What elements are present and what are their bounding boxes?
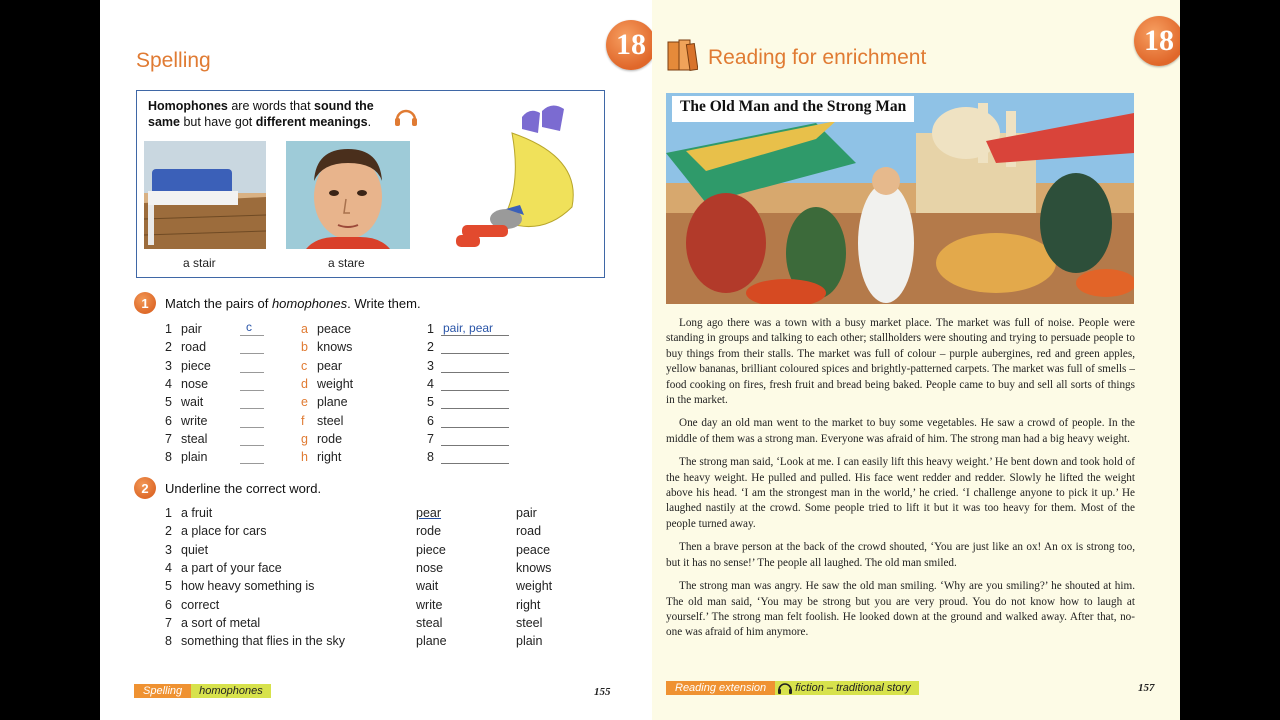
item-number: 6 (165, 597, 172, 612)
caption-stair: a stair (183, 256, 216, 270)
line-number: 7 (427, 431, 434, 446)
left-page (100, 0, 652, 720)
option-letter: d (301, 376, 308, 391)
option-letter: c (301, 358, 308, 373)
footer-tag-genre (775, 681, 919, 695)
word-option-b[interactable]: road (516, 524, 542, 539)
item-number: 5 (165, 395, 172, 410)
answer-line[interactable] (441, 340, 509, 354)
exercise-1-heading (134, 292, 421, 314)
word-option-a[interactable]: piece (416, 542, 446, 557)
left-word: nose (181, 376, 209, 391)
word-option-b[interactable]: peace (516, 542, 551, 557)
line-number: 5 (427, 395, 434, 410)
word-option-b[interactable]: weight (516, 579, 553, 594)
answer-blank[interactable] (240, 322, 264, 336)
page-number: 155 (594, 686, 611, 698)
left-word: road (181, 340, 207, 355)
chapter-badge: 18 (606, 20, 652, 70)
story-text (666, 316, 1135, 649)
item-number: 8 (165, 450, 172, 465)
answer-line[interactable] (441, 432, 509, 446)
item-number: 4 (165, 560, 172, 575)
right-page (652, 0, 1180, 720)
item-number: 7 (165, 431, 172, 446)
answer-line[interactable] (441, 377, 509, 391)
word-option-a[interactable]: steal (416, 615, 443, 630)
answer-line[interactable] (441, 395, 509, 409)
item-number: 1 (165, 322, 172, 336)
word-option-a[interactable]: wait (416, 579, 439, 594)
word-option-b[interactable]: pair (516, 506, 537, 520)
market-illustration (666, 93, 1134, 304)
right-word: knows (317, 340, 353, 355)
page-number: 157 (1138, 682, 1155, 694)
handwritten-answer: c (246, 320, 252, 334)
clue-text: a part of your face (181, 560, 282, 575)
word-option-b[interactable]: plain (516, 634, 543, 649)
page-footer-tags (666, 681, 919, 695)
line-number: 2 (427, 340, 434, 355)
word-option-b[interactable]: knows (516, 560, 552, 575)
left-word: write (181, 413, 208, 428)
answer-line[interactable] (441, 450, 509, 464)
story-paragraph: Long ago there was a town with a busy market place. The market was full of noise. People were standing in groups and talking to each other; stallholders were shouting and trying to persuade people to buy things from their stalls. The market was full of colour – purple aubergines, red and green apples, yellow bananas, brilliant coloured spices and brightly-patterned carpets. The market was full of smells – food cooking on fires, fresh fruit and bread being baked. People came to buy and sell all sorts of things in the market. (666, 317, 1135, 407)
line-number: 1 (427, 322, 434, 336)
right-word: right (317, 450, 342, 465)
left-word: plain (181, 450, 208, 465)
option-letter: f (301, 413, 305, 428)
right-word: rode (317, 431, 343, 446)
footer-tag-spelling: Spelling (134, 684, 191, 698)
item-number: 4 (165, 376, 172, 391)
clue-text: correct (181, 597, 220, 612)
footer-genre-text: fiction – traditional story (795, 682, 911, 694)
handwritten-answer: pair, pear (443, 321, 494, 335)
left-word: pair (181, 322, 202, 336)
clue-text: a fruit (181, 506, 213, 520)
item-number: 2 (165, 340, 172, 355)
right-word: steel (317, 413, 344, 428)
option-letter: e (301, 395, 308, 410)
answer-blank[interactable] (240, 432, 264, 446)
books-icon (666, 36, 698, 72)
stare-picture (286, 141, 410, 249)
clue-text: something that flies in the sky (181, 634, 345, 649)
stair-picture (144, 141, 266, 249)
answer-line[interactable] (441, 414, 509, 428)
exercise-number: 1 (134, 292, 156, 314)
line-number: 6 (427, 413, 434, 428)
answer-blank[interactable] (240, 414, 264, 428)
word-option-a[interactable]: pear (416, 506, 442, 520)
footer-tag-homophones: homophones (191, 684, 271, 698)
right-word: pear (317, 358, 343, 373)
caption-stare: a stare (328, 256, 365, 270)
headphones-icon (393, 105, 419, 129)
item-number: 1 (165, 506, 172, 520)
option-letter: b (301, 340, 308, 355)
answer-blank[interactable] (240, 377, 264, 391)
clue-text: how heavy something is (181, 579, 315, 594)
clue-text: quiet (181, 542, 209, 557)
line-number: 8 (427, 450, 434, 465)
option-letter: h (301, 450, 308, 465)
right-word: peace (317, 322, 352, 336)
answer-blank[interactable] (240, 340, 264, 354)
story-paragraph: One day an old man went to the market to buy some vegetables. He saw a crowd of people. In the middle of them was a strong man. Everyone was afraid of him. The strong man had a big heavy weight. (666, 417, 1135, 445)
word-option-a[interactable]: nose (416, 560, 444, 575)
answer-line[interactable] (441, 359, 509, 373)
exercise-number: 2 (134, 477, 156, 499)
line-number: 4 (427, 376, 434, 391)
left-word: wait (181, 395, 204, 410)
word-option-b[interactable]: right (516, 597, 541, 612)
option-letter: a (301, 322, 308, 336)
answer-blank[interactable] (240, 359, 264, 373)
clue-text: a place for cars (181, 524, 267, 539)
answer-blank[interactable] (240, 450, 264, 464)
word-option-a[interactable]: plane (416, 634, 447, 649)
word-option-a[interactable]: write (416, 597, 443, 612)
left-word: piece (181, 358, 211, 373)
word-option-a[interactable]: rode (416, 524, 442, 539)
item-number: 3 (165, 542, 172, 557)
story-paragraph: Then a brave person at the back of the crowd shouted, ‘You are just like an ox! An ox is strong too, but it has no sense!’ The people all laughed. The old man smiled. (666, 541, 1135, 569)
word-option-b[interactable]: steel (516, 615, 543, 630)
headphones-icon (777, 681, 793, 695)
clue-text: a sort of metal (181, 615, 261, 630)
exercise-1-instruction: Match the pairs of homophones. Write them. (165, 295, 421, 311)
page-title: Reading for enrichment (708, 46, 927, 69)
definition-text: Homophones are words that sound the same but have got different meanings. (148, 99, 374, 129)
story-paragraph: The strong man said, ‘Look at me. I can easily lift this heavy weight.’ He bent down and took hold of the heavy weight. He pulled and pulled. His face went redder and redder. Slowly he lifted the weight above his head. ‘I am the strongest man in the world,’ he cried. ‘I challenge anyone to pick it up.’ He laughed nastily at the crowd. Some people tried to lift it but it was too heavy for them. Most of the people turned away. (666, 456, 1135, 530)
story-title: The Old Man and the Strong Man (672, 96, 914, 122)
footer-tag-reading-extension: Reading extension (666, 681, 775, 695)
exercise-2-heading (134, 477, 321, 499)
item-number: 7 (165, 615, 172, 630)
left-word: steal (181, 431, 208, 446)
page-title: Spelling (136, 49, 211, 72)
item-number: 3 (165, 358, 172, 373)
answer-blank[interactable] (240, 395, 264, 409)
item-number: 6 (165, 413, 172, 428)
option-letter: g (301, 431, 308, 446)
market-scene-picture (666, 93, 1134, 304)
right-word: weight (317, 376, 354, 391)
page-footer-tags (134, 684, 271, 698)
story-paragraph: The strong man was angry. He saw the old man smiling. ‘Why are you smiling?’ he shouted at him. The old man said, ‘You may be strong but you are very proud. You do not know how to laugh at yourself.’ The strong man felt foolish. He looked down at the ground and walked away. After that, no-one was afraid of him anymore. (666, 580, 1135, 639)
exercise-2-instruction: Underline the correct word. (165, 480, 322, 496)
homophones-info-box (136, 90, 605, 278)
item-number: 8 (165, 634, 172, 649)
chapter-badge: 18 (1134, 16, 1180, 66)
flying-hero-picture (422, 97, 582, 257)
item-number: 2 (165, 524, 172, 539)
right-word: plane (317, 395, 348, 410)
line-number: 3 (427, 358, 434, 373)
item-number: 5 (165, 579, 172, 594)
